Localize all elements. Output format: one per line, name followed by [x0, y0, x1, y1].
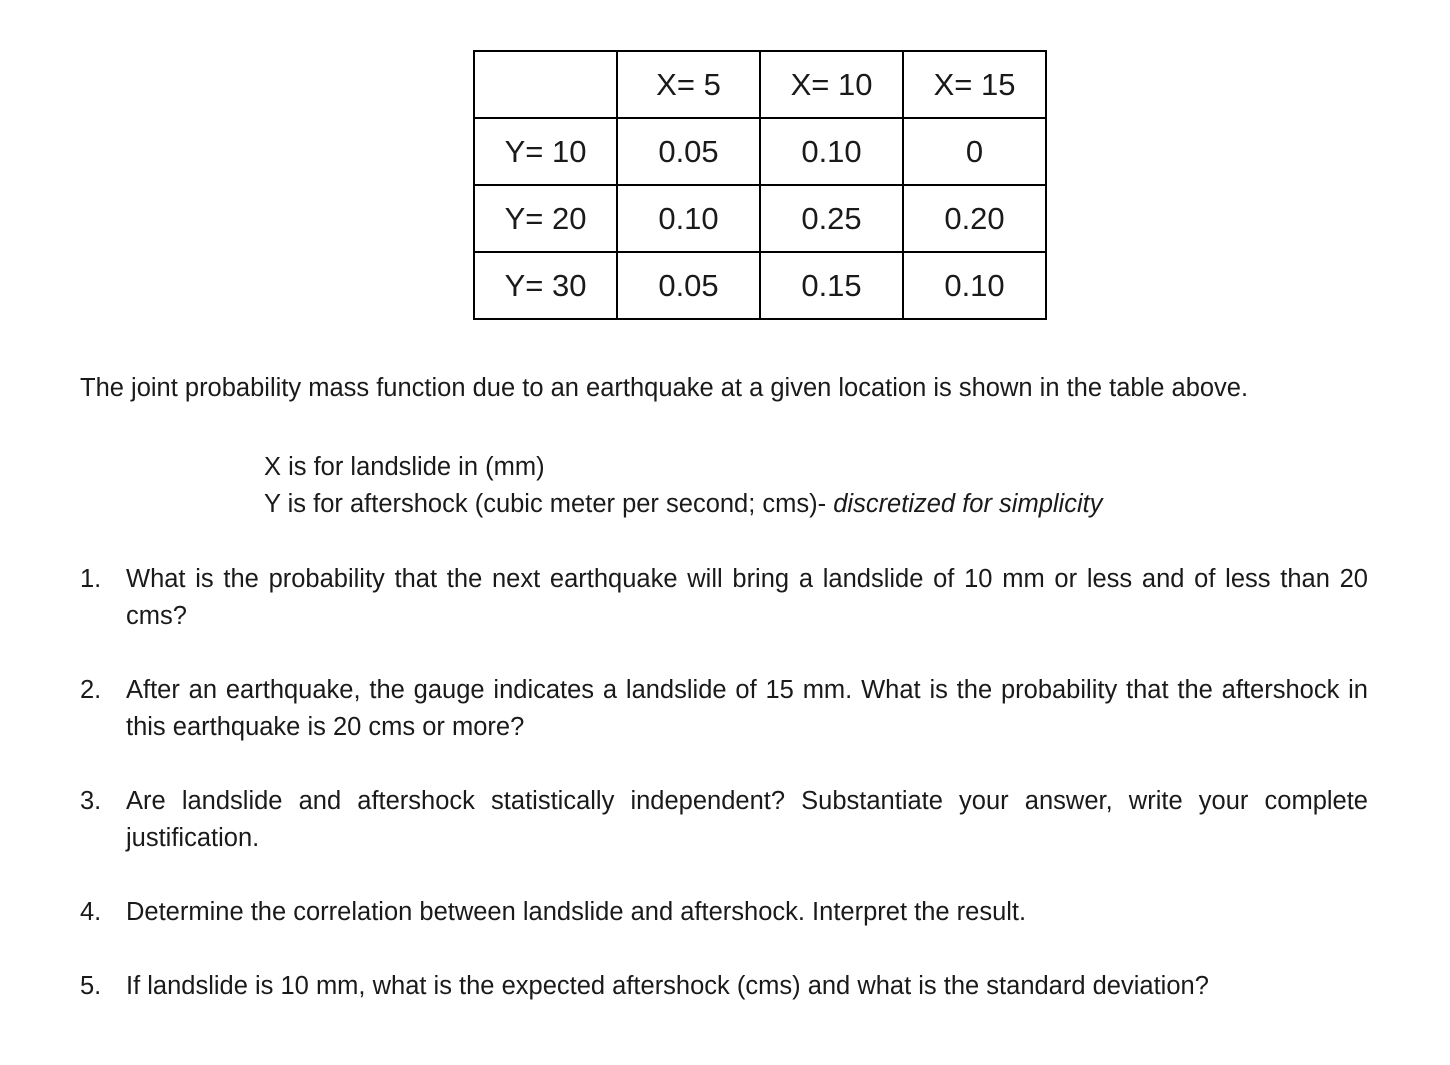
- question-list: [80, 561, 1368, 1042]
- y-definition: [264, 486, 1102, 523]
- table-row-y20: [474, 185, 1046, 252]
- question-number: 1.: [80, 565, 102, 593]
- table-row-y10: [474, 118, 1046, 185]
- table-cell: 0.25: [760, 185, 903, 252]
- table-cell: 0.05: [617, 252, 760, 319]
- table-cell: 0.10: [760, 118, 903, 185]
- question-item: [80, 672, 1368, 746]
- row-header-y20: Y= 20: [474, 185, 617, 252]
- variable-definitions: [264, 449, 1102, 523]
- table-cell: 0.20: [903, 185, 1046, 252]
- table-cell: 0.10: [903, 252, 1046, 319]
- table-cell: 0.15: [760, 252, 903, 319]
- joint-pmf-table: [473, 50, 1047, 320]
- question-number: 2.: [80, 676, 102, 704]
- question-number: 5.: [80, 972, 102, 1000]
- question-text: If landslide is 10 mm, what is the expected aftershock (cms) and what is the standard deviation?: [126, 972, 1209, 1000]
- question-number: 4.: [80, 898, 102, 926]
- table-cell: 0.05: [617, 118, 760, 185]
- question-item: [80, 783, 1368, 857]
- question-text: What is the probability that the next earthquake will bring a landslide of 10 mm or less and of less than 20 cms?: [126, 565, 1368, 630]
- question-item: [80, 894, 1368, 931]
- question-item: [80, 968, 1368, 1005]
- question-item: [80, 561, 1368, 635]
- question-text: Are landslide and aftershock statistically independent? Substantiate your answer, write your complete justification.: [126, 787, 1368, 852]
- y-definition-note: discretized for simplicity: [833, 490, 1103, 518]
- question-number: 3.: [80, 787, 102, 815]
- intro-paragraph: The joint probability mass function due to an earthquake at a given location is shown in the table above.: [80, 374, 1249, 402]
- column-header-x10: X= 10: [760, 51, 903, 118]
- table-cell: 0: [903, 118, 1046, 185]
- question-text: Determine the correlation between landslide and aftershock. Interpret the result.: [126, 898, 1027, 926]
- row-header-y10: Y= 10: [474, 118, 617, 185]
- table-corner-cell: [474, 51, 617, 118]
- table-cell: 0.10: [617, 185, 760, 252]
- x-definition: X is for landslide in (mm): [264, 453, 545, 481]
- row-header-y30: Y= 30: [474, 252, 617, 319]
- column-header-x5: X= 5: [617, 51, 760, 118]
- question-text: After an earthquake, the gauge indicates a landslide of 15 mm. What is the probability that the aftershock in this earthquake is 20 cms or more?: [126, 676, 1368, 741]
- table-header-row: [474, 51, 1046, 118]
- column-header-x15: X= 15: [903, 51, 1046, 118]
- table-row-y30: [474, 252, 1046, 319]
- y-definition-text: Y is for aftershock (cubic meter per second; cms)-: [264, 490, 834, 518]
